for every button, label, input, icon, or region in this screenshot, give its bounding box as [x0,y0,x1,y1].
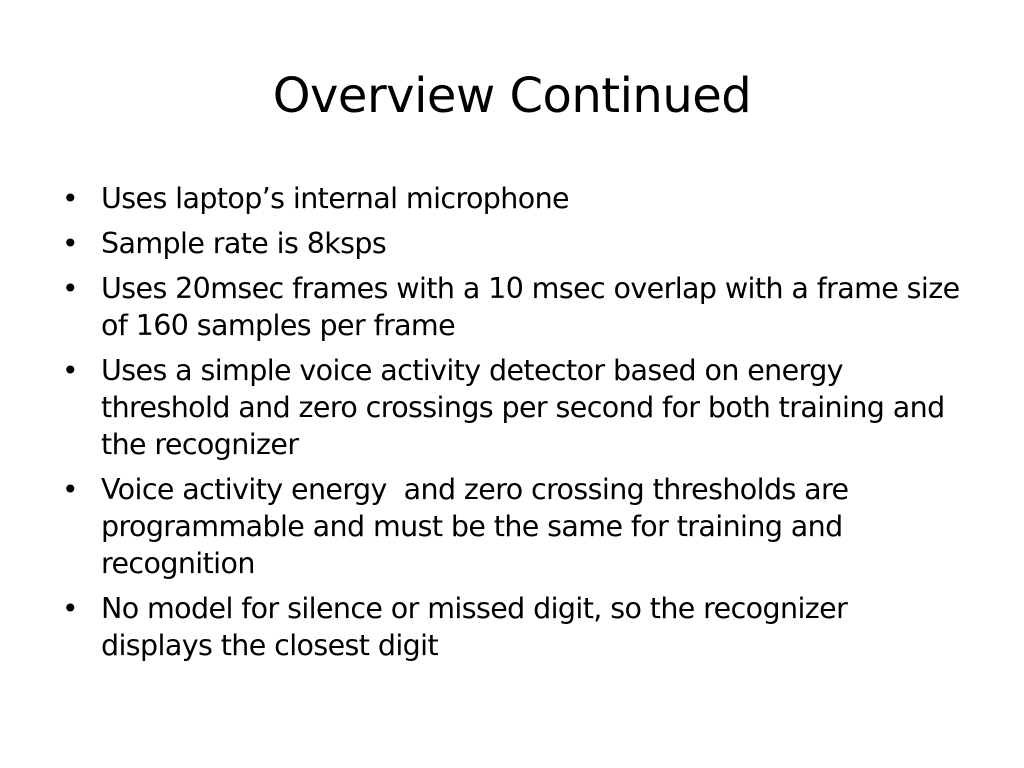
bullet-icon: • [62,473,78,506]
bullet-item [62,590,962,664]
bullet-item [62,180,962,217]
bullet-list [62,180,962,672]
bullet-icon: • [62,592,78,625]
bullet-text: No model for silence or missed digit, so the recognizer displays the closest digit [101,592,848,662]
slide-title: Overview Continued [272,68,752,124]
bullet-item [62,225,962,262]
bullet-item [62,471,962,582]
bullet-icon: • [62,354,78,387]
bullet-item [62,270,962,344]
bullet-text: Uses a simple voice activity detector based on energy threshold and zero crossings per second for both training and the recognizer [101,354,945,461]
bullet-icon: • [62,272,78,305]
bullet-text: Uses laptop’s internal microphone [101,182,569,215]
bullet-text: Voice activity energy and zero crossing thresholds are programmable and must be the same for training and recognition [101,473,857,580]
bullet-item [62,352,962,463]
bullet-icon: • [62,227,78,260]
bullet-icon: • [62,182,78,215]
bullet-text: Uses 20msec frames with a 10 msec overlap with a frame size of 160 samples per frame [101,272,960,342]
bullet-text: Sample rate is 8ksps [101,227,387,260]
